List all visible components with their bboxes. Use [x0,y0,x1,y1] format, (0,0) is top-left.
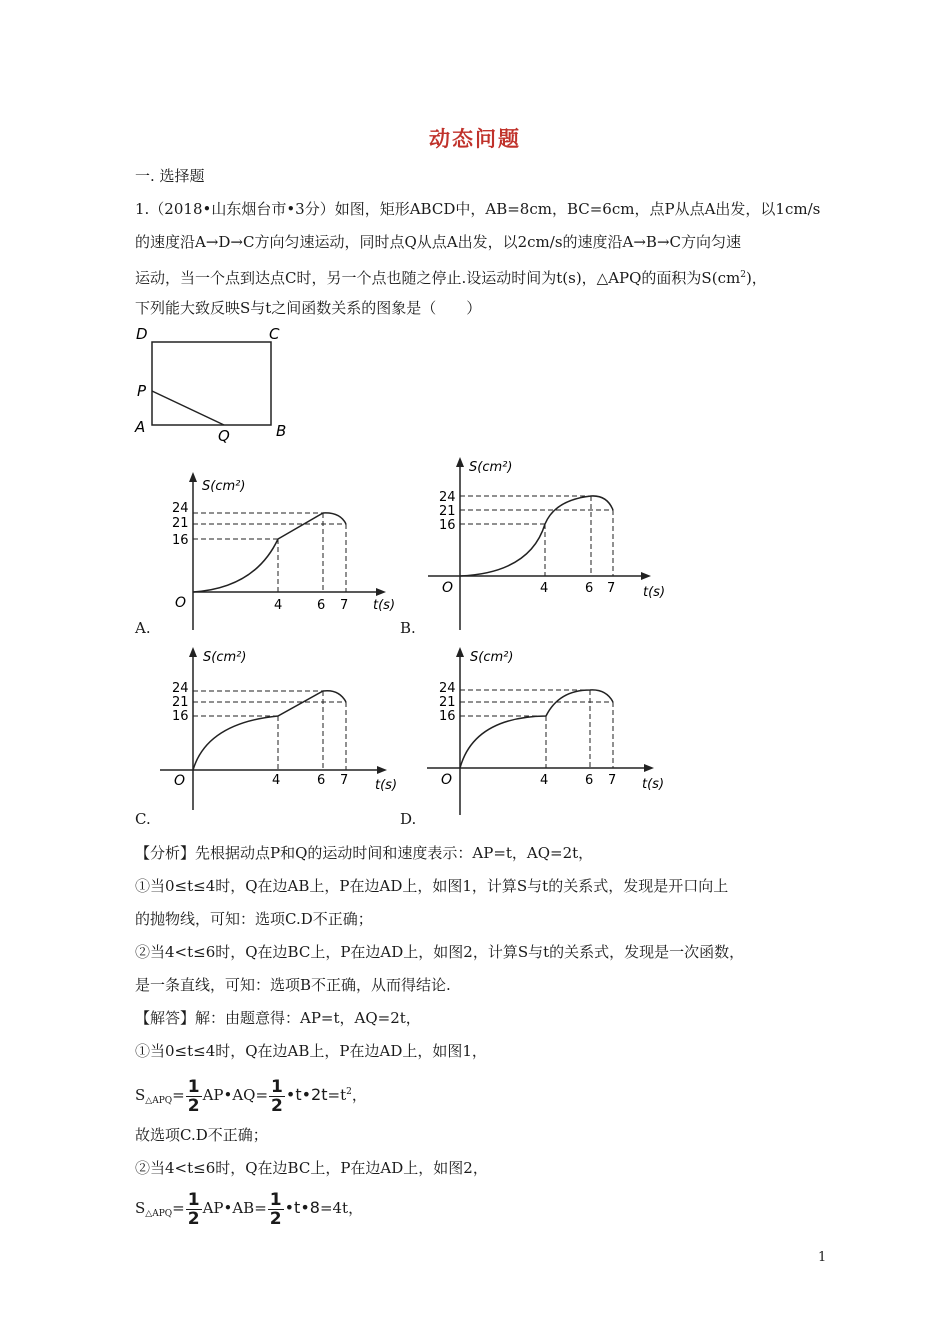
x-tick-7: 7 [340,773,349,788]
formula-1-s: S [135,1086,146,1104]
label-p: P [137,382,147,400]
segment-pq [152,391,224,425]
question-line-3 [135,265,767,288]
origin-label: O [441,772,453,788]
formula-1-superscript: 2 [346,1087,352,1097]
y-axis-label: S(cm²) [470,650,514,665]
page-title: 动态问题 [429,126,521,151]
formula-2-part-1: AP•AB= [202,1199,267,1217]
y-axis-label: S(cm²) [203,650,247,665]
formula-1-subscript: △APQ [145,1096,173,1106]
x-tick-4: 4 [274,598,283,613]
graph-option-d [424,645,669,820]
formula-1 [135,1070,367,1123]
x-tick-4: 4 [540,773,549,788]
formula-2-eq: = [172,1199,185,1217]
y-tick-24: 24 [439,490,456,505]
formula-2-part-3: =4t， [319,1199,364,1217]
label-q: Q [218,427,230,445]
y-axis-label: S(cm²) [469,460,513,475]
label-c: C [269,325,280,343]
x-tick-7: 7 [340,598,349,613]
option-b-label: B. [400,619,416,637]
x-tick-6: 6 [585,773,594,788]
formula-1-part-3: =t [327,1086,347,1104]
y-tick-16: 16 [439,518,456,533]
origin-label: O [174,773,186,789]
solution-line-1: 【解答】解：由题意得：AP=t，AQ=2t， [135,1009,421,1027]
formula-1-end: ， [351,1086,367,1104]
y-tick-16: 16 [172,533,189,548]
question-line-3-end: )， [745,269,767,287]
y-tick-16: 16 [172,709,189,724]
question-line-2: 的速度沿A→D→C方向匀速运动，同时点Q从点A出发，以2cm/s的速度沿A→B→C方向匀速 [135,233,741,251]
formula-2-fraction-2: $\frac{1}{2}$ [269,1189,282,1229]
formula-2-s: S [135,1199,146,1217]
formula-1-part-1: AP•AQ= [202,1086,269,1104]
question-superscript: 2 [740,270,746,280]
formula-1-part-2: •t•2t [285,1085,328,1104]
analysis-line-3: 的抛物线，可知：选项C.D不正确； [135,910,373,928]
label-a: A [135,418,146,436]
formula-2 [135,1186,363,1236]
question-line-1: 1.（2018•山东烟台市•3分）如图，矩形ABCD中，AB=8cm，BC=6cm，点P从点A出发，以1cm/s [135,200,821,218]
formula-1-fraction-1: $\frac{1}{2}$ [187,1076,200,1116]
analysis-line-5: 是一条直线，可知：选项B不正确，从而得结论. [135,976,451,994]
x-tick-4: 4 [540,581,549,596]
solution-line-3: 故选项C.D不正确； [135,1126,268,1144]
origin-label: O [175,595,187,611]
rectangle-figure [130,322,290,447]
section-heading: 一. 选择题 [135,167,205,185]
formula-2-part-2: •t•8 [284,1198,320,1217]
x-tick-7: 7 [607,581,616,596]
x-axis-label: t(s) [642,777,665,792]
solution-line-2: ①当0≤t≤4时，Q在边AB上，P在边AD上，如图1， [135,1042,487,1060]
analysis-line-4: ②当4<t≤6时，Q在边BC上，P在边AD上，如图2，计算S与t的关系式，发现是一次函数， [135,943,745,961]
analysis-line-2: ①当0≤t≤4时，Q在边AB上，P在边AD上，如图1，计算S与t的关系式，发现是开口向上 [135,877,729,895]
y-tick-21: 21 [439,695,456,710]
page-number: 1 [818,1250,827,1265]
solution-line-4: ②当4<t≤6时，Q在边BC上，P在边AD上，如图2， [135,1159,488,1177]
formula-1-fraction-2: $\frac{1}{2}$ [271,1076,283,1116]
option-c-label: C. [135,810,151,828]
formula-1-eq: = [172,1086,185,1104]
x-tick-7: 7 [608,773,617,788]
option-d-label: D. [400,810,417,828]
label-d: D [136,325,148,343]
graph-option-c [157,645,397,815]
y-tick-24: 24 [172,501,189,516]
formula-2-fraction-1: $\frac{1}{2}$ [187,1189,200,1229]
y-tick-24: 24 [172,681,189,696]
formula-2-subscript: △APQ [145,1209,173,1219]
y-tick-21: 21 [439,504,456,519]
x-axis-label: t(s) [373,598,396,613]
y-tick-21: 21 [172,695,189,710]
y-tick-24: 24 [439,681,456,696]
question-line-4: 下列能大致反映S与t之间函数关系的图象是（ ） [135,299,482,317]
label-b: B [276,422,287,440]
x-tick-6: 6 [585,581,594,596]
graph-option-b [425,455,665,635]
rectangle-abcd [152,342,271,425]
y-tick-21: 21 [172,516,189,531]
x-tick-6: 6 [317,598,326,613]
question-line-3-text: 运动，当一个点到达点C时，另一个点也随之停止.设运动时间为t(s)，△APQ的面积为S(cm [135,269,741,287]
y-tick-16: 16 [439,709,456,724]
y-axis-label: S(cm²) [202,479,246,494]
x-axis-label: t(s) [375,778,397,793]
origin-label: O [442,580,454,596]
x-tick-6: 6 [317,773,326,788]
graph-option-a [160,470,400,635]
option-a-label: A. [135,619,151,637]
x-axis-label: t(s) [643,585,665,600]
x-tick-4: 4 [272,773,281,788]
analysis-line-1: 【分析】先根据动点P和Q的运动时间和速度表示：AP=t，AQ=2t， [135,844,594,862]
